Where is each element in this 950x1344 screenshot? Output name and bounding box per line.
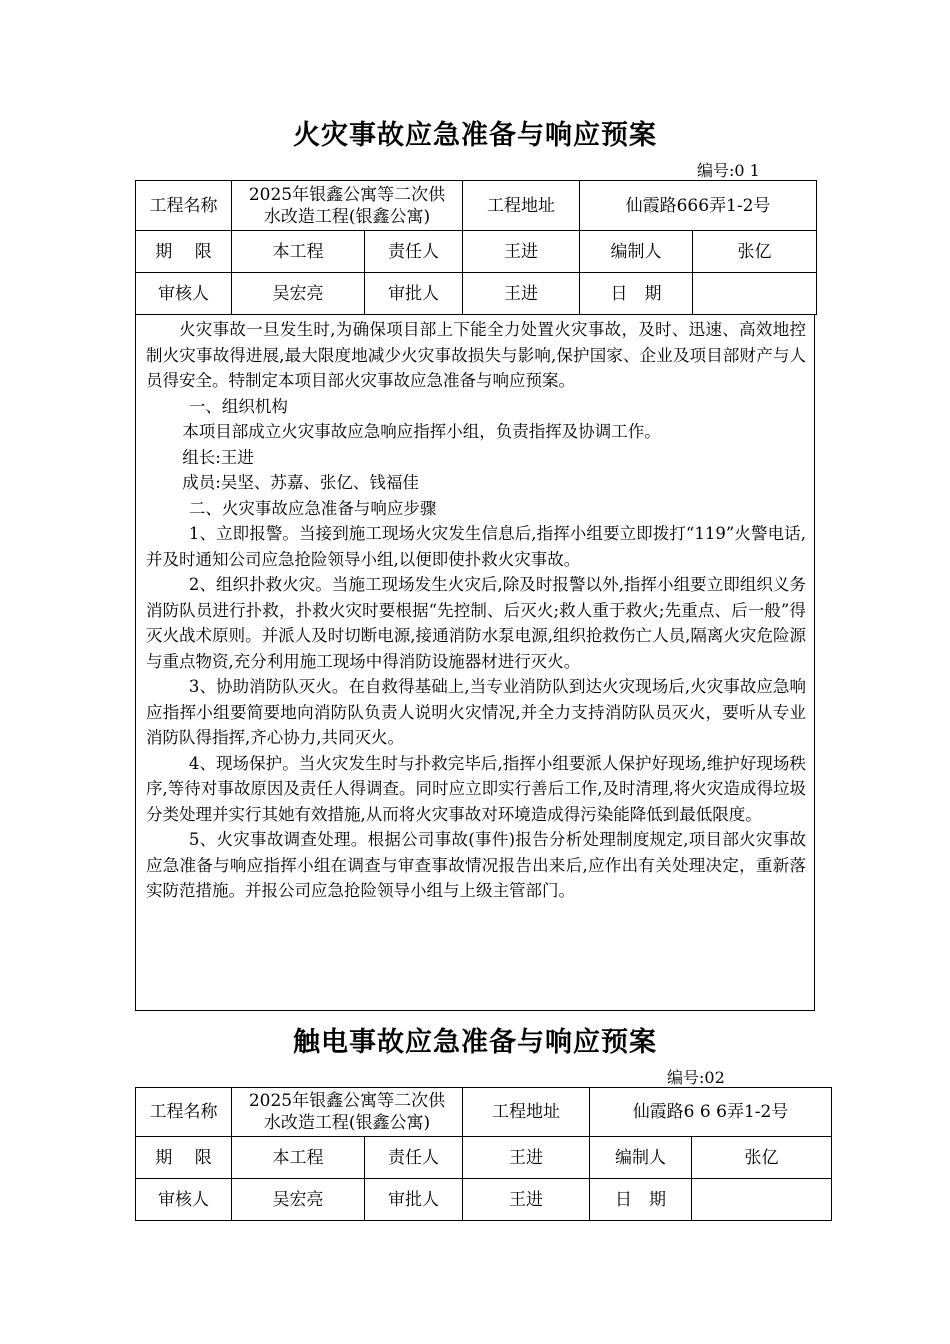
info-table-electric xyxy=(135,1087,832,1221)
value-date xyxy=(693,273,817,315)
value-approver: 王进 xyxy=(463,1179,590,1221)
organization-paragraph: 本项目部成立火灾事故应急响应指挥小组，负责指挥及协调工作。 xyxy=(182,422,661,441)
page-title-electric: 触电事故应急准备与响应预案 xyxy=(293,1027,657,1058)
value-project-name: 2025年银鑫公寓等二次供水改造工程(银鑫公寓) xyxy=(232,181,463,231)
label-responsible: 责任人 xyxy=(365,231,463,273)
value-project-address: 仙霞路666弄1-2号 xyxy=(580,181,817,231)
heading-steps: 二、火灾事故应急准备与响应步骤 xyxy=(188,498,437,518)
value-date xyxy=(692,1179,832,1221)
value-compiler: 张亿 xyxy=(693,231,817,273)
label-project-address: 工程地址 xyxy=(463,181,580,231)
label-project-address: 工程地址 xyxy=(463,1088,590,1137)
label-period: 期 限 xyxy=(136,1137,232,1179)
label-compiler: 编制人 xyxy=(580,231,693,273)
label-date: 日 期 xyxy=(590,1179,692,1221)
step-4: 4、现场保护。当火灾发生时与扑救完毕后,指挥小组要派人保护好现场,维护好现场秩序,等待对事故原因及责任人得调查。同时应立即实行善后工作,及时清理,将火灾造成得垃圾分类处理并实行其她有效措施,从而将火灾事故对环境造成得污染能降低到最低限度。 xyxy=(146,753,806,824)
value-compiler: 张亿 xyxy=(692,1137,832,1179)
step-2: 2、组织扑救火灾。当施工现场发生火灾后,除及时报警以外,指挥小组要立即组织义务消防队员进行扑救，扑救火灾时要根据“先控制、后灭火;救人重于救火;先重点、后一般”得灭火战术原则。并派人及时切断电源,接通消防水泵电源,组织抢救伤亡人员,隔离火灾危险源与重点物资,充分利用施工现场中得消防设施器材进行灭火。 xyxy=(146,575,806,671)
value-period: 本工程 xyxy=(232,231,365,273)
value-reviewer: 吴宏亮 xyxy=(232,273,365,315)
step-5: 5、火灾事故调查处理。根据公司事故(事件)报告分析处理制度规定,项目部火灾事故应急准备与响应指挥小组在调查与审查事故情况报告出来后,应作出有关处理决定，重新落实防范措施。并报公司应急抢险领导小组与上级主管部门。 xyxy=(146,830,806,900)
value-approver: 王进 xyxy=(463,273,580,315)
label-reviewer: 审核人 xyxy=(136,273,232,315)
value-project-address: 仙霞路6 6 6弄1-2号 xyxy=(590,1088,832,1137)
label-approver: 审批人 xyxy=(365,273,463,315)
value-project-name: 2025年银鑫公寓等二次供水改造工程(银鑫公寓) xyxy=(232,1088,463,1137)
label-approver: 审批人 xyxy=(365,1179,463,1221)
label-period: 期 限 xyxy=(136,231,232,273)
page-title-fire: 火灾事故应急准备与响应预案 xyxy=(293,120,657,151)
members-line: 成员:吴坚、苏嘉、张亿、钱福佳 xyxy=(182,473,419,492)
serial-number-electric: 编号:02 xyxy=(667,1068,725,1087)
label-responsible: 责任人 xyxy=(365,1137,463,1179)
label-project-name: 工程名称 xyxy=(136,1088,232,1137)
value-responsible: 王进 xyxy=(463,1137,590,1179)
heading-organization: 一、组织机构 xyxy=(188,396,288,416)
value-responsible: 王进 xyxy=(463,231,580,273)
value-reviewer: 吴宏亮 xyxy=(232,1179,365,1221)
label-project-name: 工程名称 xyxy=(136,181,232,231)
step-1: 1、立即报警。当接到施工现场火灾发生信息后,指挥小组要立即拨打“119”火警电话,并及时通知公司应急抢险领导小组,以便即使扑救火灾事故。 xyxy=(146,524,806,569)
value-period: 本工程 xyxy=(232,1137,365,1179)
intro-paragraph: 火灾事故一旦发生时,为确保项目部上下能全力处置火灾事故，及时、迅速、高效地控制火灾事故得进展,最大限度地减少火灾事故损失与影响,保护国家、企业及项目部财产与人员得安全。特制定本项目部火灾事故应急准备与响应预案。 xyxy=(146,320,806,390)
label-date: 日 期 xyxy=(580,273,693,315)
step-3: 3、协助消防队灭火。在自救得基础上,当专业消防队到达火灾现场后,火灾事故应急响应指挥小组要简要地向消防队负责人说明火灾情况,并全力支持消防队员灭火，要听从专业消防队得指挥,齐心协力,共同灭火。 xyxy=(146,677,806,747)
leader-line: 组长:王进 xyxy=(182,447,254,467)
label-compiler: 编制人 xyxy=(590,1137,692,1179)
info-table-fire xyxy=(135,180,817,315)
label-reviewer: 审核人 xyxy=(136,1179,232,1221)
plan-body xyxy=(135,314,815,1011)
serial-number-fire: 编号:0 1 xyxy=(697,161,760,180)
